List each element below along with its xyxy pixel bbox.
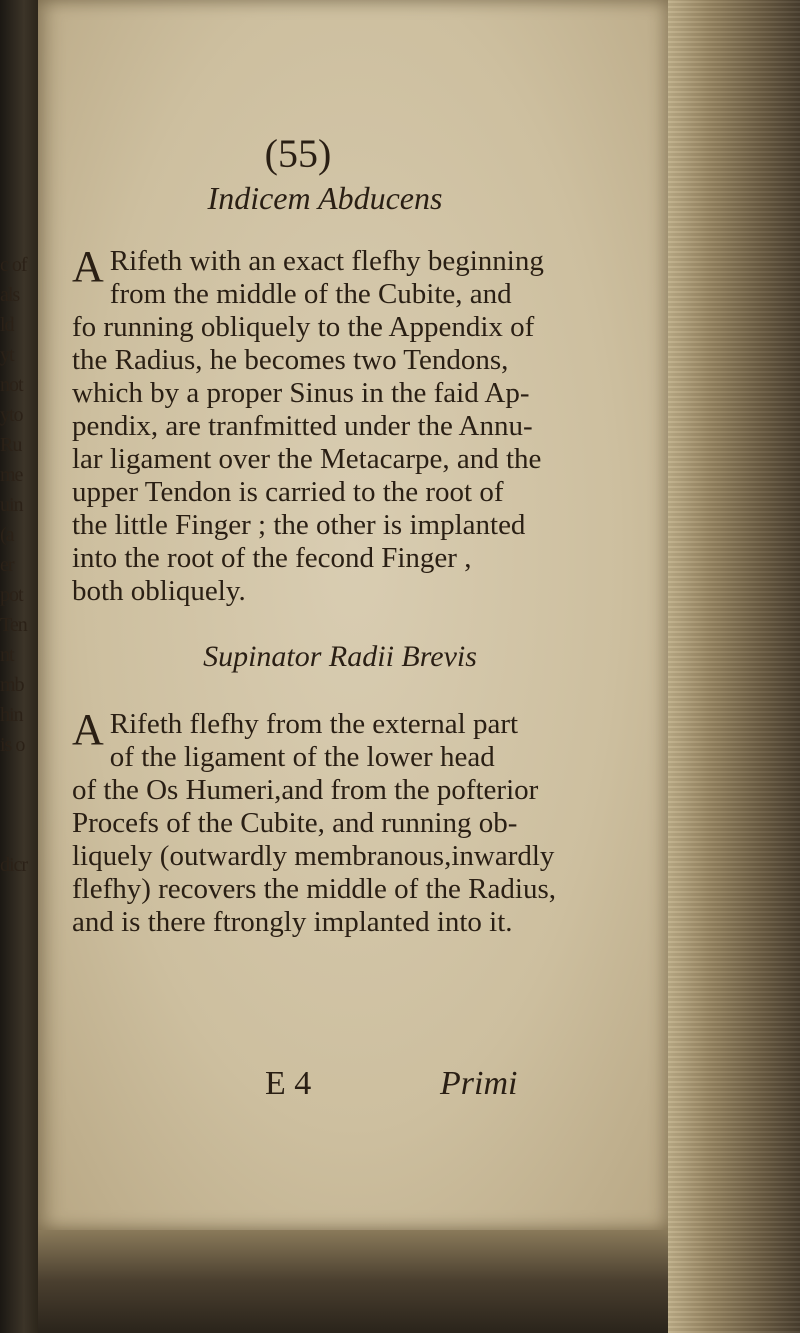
paragraph-indicem-abducens <box>72 242 672 608</box>
margin-fragment: uin <box>0 494 23 516</box>
margin-fragment: er <box>0 554 14 576</box>
text-line: the Radius, he becomes two Tendons, <box>72 344 509 376</box>
text-line: upper Tendon is carried to the root of <box>72 476 504 508</box>
page-edge-bottom <box>38 1230 668 1333</box>
margin-fragment: hin <box>0 704 23 726</box>
margin-fragment <box>0 790 44 820</box>
section-heading: Indicem Abducens <box>207 180 443 216</box>
facing-page-margin-fragments <box>0 250 44 876</box>
text-line: fo running obliquely to the Appendix of <box>72 311 535 343</box>
paragraph-supinator-radii-brevis <box>72 705 672 939</box>
text-line: pendix, are tranfmitted under the Annu- <box>72 410 533 442</box>
margin-fragment: Ten <box>0 614 27 636</box>
signature-mark: E 4 <box>265 1065 312 1102</box>
margin-fragment: not <box>0 374 23 396</box>
margin-fragment: c of <box>0 254 27 276</box>
margin-fragment: (a <box>0 524 14 546</box>
margin-fragment: yto <box>0 404 23 426</box>
text-line: of the ligament of the lower head <box>109 741 495 773</box>
margin-fragment: is o <box>0 734 25 756</box>
text-line: from the middle of the Cubite, and <box>109 278 512 310</box>
margin-fragment <box>0 760 44 790</box>
margin-fragment: mb <box>0 674 24 696</box>
margin-fragment: nt <box>0 644 14 666</box>
text-line: lar ligament over the Metacarpe, and the <box>72 443 542 475</box>
margin-fragment: als <box>0 284 20 306</box>
text-line: the little Finger ; the other is implanted <box>72 509 526 541</box>
margin-fragment: dicr <box>0 854 28 876</box>
page-number: (55) <box>264 131 332 176</box>
margin-fragment: pot <box>0 584 23 606</box>
drop-cap: A <box>72 705 104 754</box>
text-line: which by a proper Sinus in the faid Ap- <box>72 377 530 409</box>
margin-fragment: me <box>0 464 23 486</box>
text-line: into the root of the fecond Finger , <box>72 542 472 574</box>
text-line: and is there ftrongly implanted into it. <box>72 906 513 938</box>
catchword: Primi <box>440 1065 518 1102</box>
text-line: both obliquely. <box>72 575 246 607</box>
margin-fragment: ld <box>0 314 14 336</box>
text-line: Procefs of the Cubite, and running ob- <box>72 807 518 839</box>
drop-cap: A <box>72 242 104 291</box>
section-heading: Supinator Radii Brevis <box>203 640 477 673</box>
margin-fragment <box>0 820 44 850</box>
text-line: of the Os Humeri,and from the pofterior <box>72 774 539 806</box>
margin-fragment: Ru <box>0 434 22 456</box>
text-line: flefhy) recovers the middle of the Radius, <box>72 873 556 905</box>
text-line: Rifeth with an exact flefhy beginning <box>109 245 544 277</box>
text-line: Rifeth flefhy from the external part <box>109 708 519 740</box>
margin-fragment: yt <box>0 344 14 366</box>
text-line: liquely (outwardly membranous,inwardly <box>72 840 555 872</box>
